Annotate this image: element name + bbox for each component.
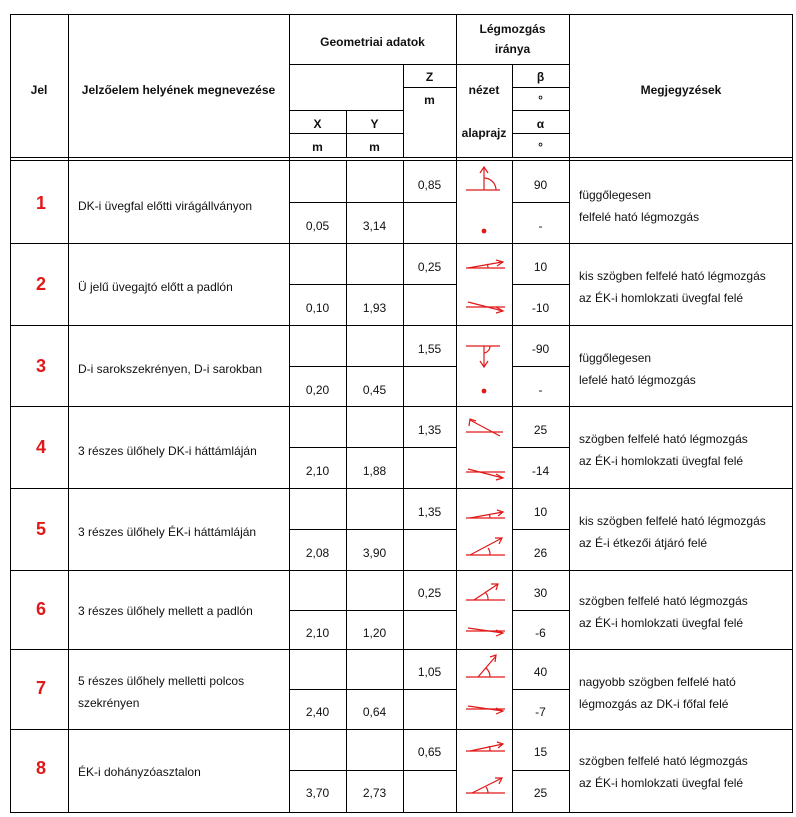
row-4-alpha: -14 [531,464,550,478]
row-1-plan-dot-icon [482,229,486,233]
row-3-note-2: lefelé ható légmozgás [579,373,696,387]
row-8-z: 0,65 [417,745,442,759]
row-8-note-2: az ÉK-i homlokzati üvegfal felé [579,776,744,790]
row-4-location: 3 részes ülőhely DK-i háttámláján [78,444,257,458]
header-location: Jelzőelem helyének megnevezése [81,83,276,97]
row-7-alpha: -7 [535,705,546,719]
row-2-x: 0,10 [305,301,330,315]
row-1-alpha: - [538,219,543,233]
row-4-x: 2,10 [305,464,330,478]
row-2-alpha: -10 [531,301,550,315]
row-6-plan-arrow-icon [466,628,505,636]
header-geometry: Geometriai adatok [320,35,425,49]
header-jel: Jel [30,83,48,97]
row-8-y: 2,73 [362,786,387,800]
row-3-plan-dot-icon [482,389,486,393]
row-4-beta: 25 [533,423,548,437]
header-alpha: α [536,117,545,131]
row-8-plan-arrow-icon [466,778,505,793]
row-2-location: Ü jelű üvegajtó előtt a padlón [78,280,233,294]
row-7-note-2: légmozgás az DK-i főfal felé [579,697,729,711]
header-notes: Megjegyzések [640,83,722,97]
row-4-y: 1,88 [362,464,387,478]
row-4-view-arrow-icon [466,419,503,436]
row-1-y: 3,14 [362,219,387,233]
row-5-z: 1,35 [417,505,442,519]
row-1-view-arrow-icon [466,167,500,190]
row-5-x: 2,08 [305,546,330,560]
row-7-x: 2,40 [305,705,330,719]
row-5-location: 3 részes ülőhely ÉK-i háttámláján [78,525,257,539]
row-3-view-arrow-icon [466,346,500,367]
row-3-y: 0,45 [362,383,387,397]
row-5-y: 3,90 [362,546,387,560]
row-1-beta: 90 [533,178,548,192]
row-6-y: 1,20 [362,626,387,640]
header-x: X [313,117,322,131]
row-2-z: 0,25 [417,260,442,274]
row-6-x: 2,10 [305,626,330,640]
header-airflow-line1: Légmozgás [479,22,546,36]
row-8-location: ÉK-i dohányzóasztalon [78,765,201,779]
row-5-view-arrow-icon [466,510,505,518]
row-8-x: 3,70 [305,786,330,800]
row-1-x: 0,05 [305,219,330,233]
row-3-x: 0,20 [305,383,330,397]
row-4-plan-arrow-icon [466,469,505,480]
row-7-y: 0,64 [362,705,387,719]
header-y-unit: m [369,140,380,154]
row-4-jel: 4 [35,437,46,457]
row-6-alpha: -6 [535,626,546,640]
row-8-note-1: szögben felfelé ható légmozgás [579,754,748,768]
row-7-view-arrow-icon [466,655,505,677]
row-6-jel: 6 [35,599,46,619]
header-beta: β [536,70,545,84]
row-2-view-arrow-icon [466,260,505,268]
row-7-note-1: nagyobb szögben felfelé ható [579,675,736,689]
row-6-beta: 30 [533,586,548,600]
row-1-z: 0,85 [417,178,442,192]
row-7-location-line1: 5 részes ülőhely melletti polcos [78,674,245,688]
row-5-note-2: az É-i étkezői átjáró felé [579,536,708,550]
header-alpha-unit: ° [538,140,543,154]
row-8-alpha: 25 [533,786,548,800]
row-3-beta: -90 [531,342,550,356]
row-3-alpha: - [538,383,543,397]
row-5-alpha: 26 [533,546,548,560]
row-5-note-1: kis szögben felfelé ható légmozgás [579,514,766,528]
header-airflow-line2: iránya [494,42,531,56]
row-3-note-1: függőlegesen [579,351,652,365]
row-7-jel: 7 [35,678,46,698]
row-5-beta: 10 [533,505,548,519]
row-1-location: DK-i üvegfal előtti virágállványon [78,199,253,213]
header-z-unit: m [424,93,435,107]
row-1-note-1: függőlegesen [579,188,652,202]
row-4-z: 1,35 [417,423,442,437]
row-2-beta: 10 [533,260,548,274]
header-plan: alaprajz [461,126,507,140]
row-8-beta: 15 [533,745,548,759]
row-2-jel: 2 [35,274,46,294]
row-6-z: 0,25 [417,586,442,600]
row-4-note-2: az ÉK-i homlokzati üvegfal felé [579,454,744,468]
row-3-location: D-i sarokszekrényen, D-i sarokban [78,362,263,376]
row-8-view-arrow-icon [466,742,505,751]
row-7-z: 1,05 [417,665,442,679]
row-3-jel: 3 [35,356,46,376]
header-x-unit: m [312,140,323,154]
row-2-plan-arrow-icon [466,302,505,313]
row-1-jel: 1 [35,193,46,213]
row-8-jel: 8 [35,758,46,778]
row-5-jel: 5 [35,519,46,539]
row-7-location-line2: szekrényen [78,696,140,710]
header-view: nézet [468,83,500,97]
row-1-note-2: felfelé ható légmozgás [579,210,700,224]
row-5-plan-arrow-icon [466,538,505,555]
row-6-view-arrow-icon [466,584,505,600]
row-2-y: 1,93 [362,301,387,315]
header-z: Z [425,70,434,84]
row-6-note-1: szögben felfelé ható légmozgás [579,594,748,608]
row-6-location: 3 részes ülőhely mellett a padlón [78,604,253,618]
row-6-note-2: az ÉK-i homlokzati üvegfal felé [579,616,744,630]
header-y: Y [370,117,379,131]
header-beta-unit: ° [538,93,543,107]
row-2-note-1: kis szögben felfelé ható légmozgás [579,269,766,283]
row-7-beta: 40 [533,665,548,679]
row-7-plan-arrow-icon [466,706,505,714]
row-4-note-1: szögben felfelé ható légmozgás [579,432,748,446]
row-3-z: 1,55 [417,342,442,356]
row-2-note-2: az ÉK-i homlokzati üvegfal felé [579,291,744,305]
